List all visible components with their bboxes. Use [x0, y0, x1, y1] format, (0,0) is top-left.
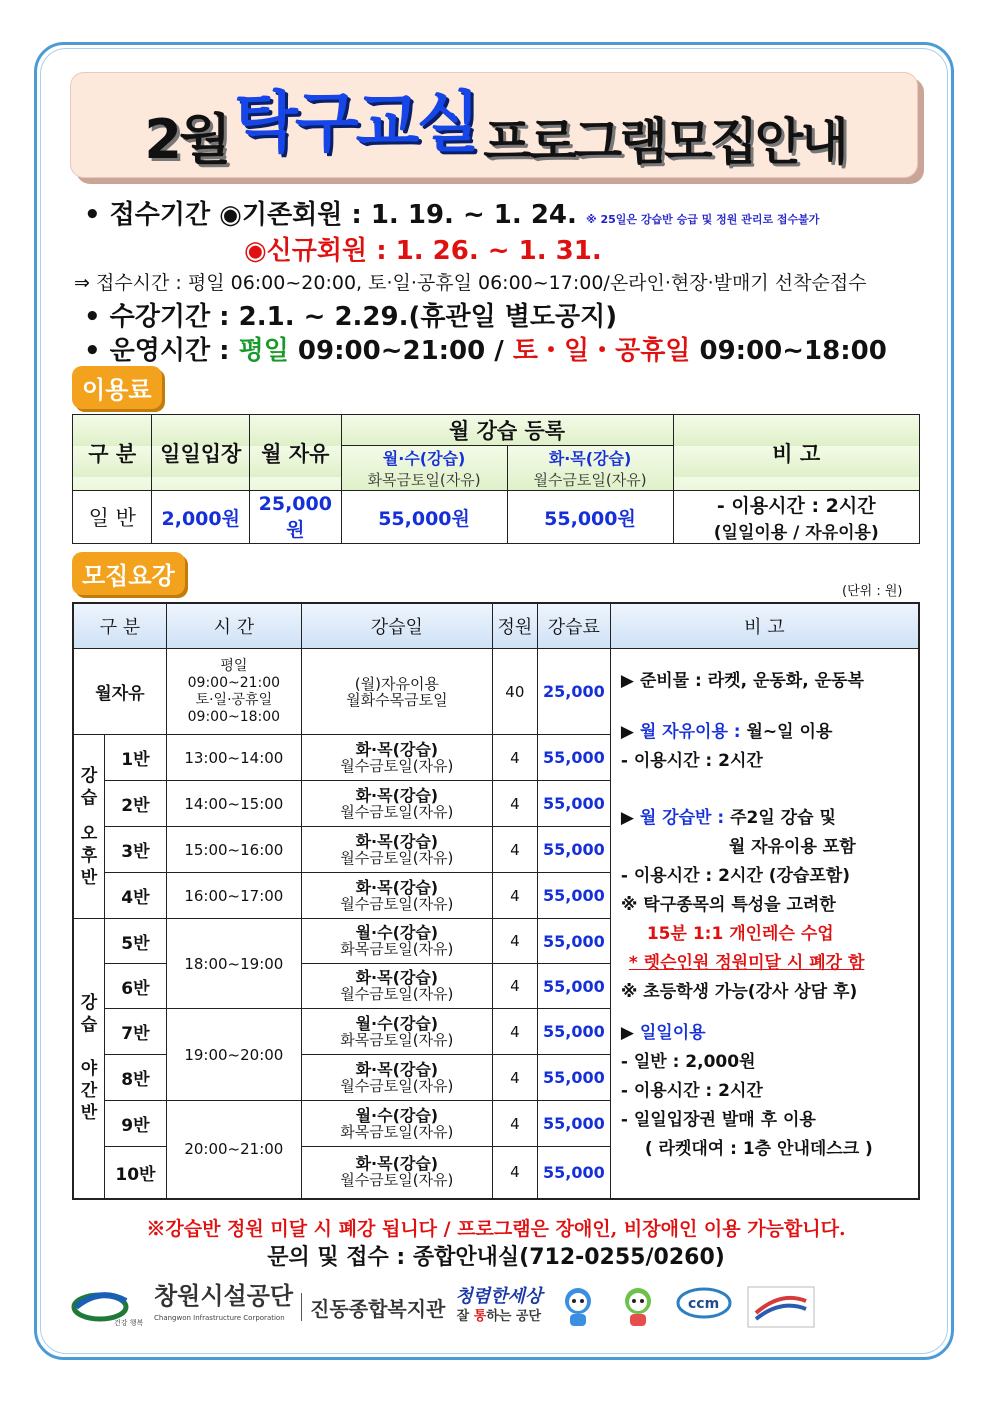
free-time-weekday-hours: 09:00~21:00	[187, 674, 281, 691]
class-3-days	[301, 827, 492, 873]
class-9-free-days: 화목금토일(자유)	[340, 1122, 454, 1141]
class-1-lesson-days: 화·목(강습)	[355, 739, 439, 759]
note-lesson-include: 월 자유이용 포함	[728, 837, 856, 857]
class-3: 3반	[105, 827, 167, 873]
title-month: 2월	[144, 108, 229, 171]
class-8-lesson-days: 화·목(강습)	[355, 1059, 439, 1079]
course-period: • 수강기간 : 2.1. ~ 2.29.(휴관일 별도공지)	[84, 302, 618, 332]
class-10-days	[301, 1147, 492, 1199]
class-7-8-time: 19:00~20:00	[166, 1009, 301, 1101]
fee-remark-time: - 이용시간 : 2시간	[716, 495, 876, 517]
mascot-green-icon	[614, 1283, 662, 1331]
fee-header-mon-wed-sub: 화목금토일(자유)	[367, 471, 481, 489]
unit-label: (단위 : 원)	[842, 584, 903, 599]
note-equipment: ▶ 준비물 : 라켓, 운동화, 운동복	[620, 671, 864, 691]
class-7-fee: 55,000	[537, 1009, 610, 1055]
mascot-blue-icon	[554, 1283, 602, 1331]
fee-row-monthly-free: 25,000원	[250, 491, 342, 544]
free-row-capacity: 40	[492, 649, 537, 735]
note-lesson-arrow: ▶	[620, 808, 640, 828]
slogan	[455, 1287, 542, 1327]
class-7-lesson-days: 월·수(강습)	[355, 1013, 439, 1033]
fee-header-monthly-lesson: 월 강습 등록	[341, 415, 673, 446]
class-5: 5반	[105, 919, 167, 964]
free-day-label: (월)자유이용	[354, 674, 439, 693]
evening-group-text: 강 습 야 간 반	[80, 993, 98, 1124]
class-8: 8반	[105, 1055, 167, 1101]
class-5-fee: 55,000	[537, 919, 610, 964]
footer-warning: ※강습반 정원 미달 시 폐강 됩니다 / 프로그램은 장애인, 비장애인 이용 가능합니다.	[146, 1218, 846, 1240]
class-7: 7반	[105, 1009, 167, 1055]
note-daily-label: 일일이용	[639, 1023, 706, 1043]
ccm-logo	[674, 1283, 734, 1331]
class-7-capacity: 4	[492, 1009, 537, 1055]
class-6-days	[301, 964, 492, 1009]
fee-row-daily: 2,000원	[152, 491, 250, 544]
class-1-free-days: 월수금토일(자유)	[340, 756, 454, 775]
registration-period	[84, 194, 819, 231]
class-2-free-days: 월수금토일(자유)	[340, 802, 454, 821]
note-children: ※ 초등학생 가능(강사 상담 후)	[620, 982, 858, 1002]
class-5-capacity: 4	[492, 919, 537, 964]
class-8-free-days: 월수금토일(자유)	[340, 1076, 454, 1095]
center-name: 진동종합복지관	[310, 1296, 446, 1321]
fee-row-category: 일 반	[73, 491, 152, 544]
class-4-days	[301, 873, 492, 919]
class-10-capacity: 4	[492, 1147, 537, 1199]
registration-note: ※ 25일은 강습반 승급 및 정원 관리로 접수불가	[585, 213, 820, 226]
class-10-free-days: 월수금토일(자유)	[340, 1171, 454, 1190]
class-1: 1반	[105, 735, 167, 781]
fee-row-remarks	[673, 491, 920, 544]
slogan-title: 청렴한세상	[455, 1286, 543, 1307]
evening-group-label	[73, 919, 105, 1199]
page-title	[80, 74, 910, 174]
class-10-lesson-days: 화·목(강습)	[355, 1154, 439, 1174]
course-header-days: 강습일	[301, 603, 492, 649]
note-free-use	[621, 718, 912, 747]
class-3-lesson-days: 화·목(강습)	[355, 831, 439, 851]
class-9-days	[301, 1101, 492, 1147]
ccm-text: ccm	[688, 1296, 720, 1312]
class-5-free-days: 화목금토일(자유)	[340, 940, 454, 958]
weekend-label: 토・일・공휴일	[512, 336, 691, 366]
fee-row-mon-wed: 55,000원	[341, 491, 507, 544]
class-2-days	[301, 781, 492, 827]
weekend-time: 09:00~18:00	[690, 336, 887, 366]
class-9-lesson-days: 월·수(강습)	[355, 1105, 439, 1125]
fee-header-tue-thu	[507, 446, 673, 491]
registration-time: ⇒ 접수시간 : 평일 06:00~20:00, 토·일·공휴일 06:00~17:00/온라인·현장·발매기 선착순접수	[74, 272, 867, 294]
free-time-weekday: 평일	[220, 657, 248, 674]
fee-header-remarks: 비 고	[673, 415, 920, 491]
fee-header-tue-thu-label: 화·목(강습)	[548, 449, 632, 468]
fee-table	[72, 414, 920, 544]
class-1-days	[301, 735, 492, 781]
class-8-fee: 55,000	[537, 1055, 610, 1101]
class-2: 2반	[105, 781, 167, 827]
class-3-free-days: 월수금토일(자유)	[340, 848, 454, 867]
note-racket-rental: ( 라켓대여 : 1층 안내데스크 )	[644, 1139, 873, 1159]
class-5-lesson-days: 월·수(강습)	[355, 923, 439, 942]
class-4: 4반	[105, 873, 167, 919]
free-row-fee: 25,000	[537, 649, 610, 735]
class-3-fee: 55,000	[537, 827, 610, 873]
certification-logo	[746, 1283, 816, 1331]
class-6-fee: 55,000	[537, 964, 610, 1009]
class-2-capacity: 4	[492, 781, 537, 827]
slogan-sub-pre: 잘	[456, 1309, 474, 1324]
free-row-days	[301, 649, 492, 735]
note-private-lesson: 15분 1:1 개인레슨 수업	[646, 924, 834, 944]
fee-header-daily: 일일입장	[152, 415, 250, 491]
class-7-days	[301, 1009, 492, 1055]
free-time-weekend-hours: 09:00~18:00	[187, 708, 281, 725]
course-header-category: 구 분	[73, 603, 166, 649]
note-lesson-label: 월 강습반 :	[639, 808, 725, 828]
fee-section-badge: 이용료	[72, 366, 162, 409]
weekday-label: 평일	[238, 336, 289, 366]
course-table	[72, 602, 920, 1200]
class-6-capacity: 4	[492, 964, 537, 1009]
class-1-time: 13:00~14:00	[166, 735, 301, 781]
free-day-list: 월화수목금토일	[346, 690, 448, 709]
class-9-fee: 55,000	[537, 1101, 610, 1147]
class-3-time: 15:00~16:00	[166, 827, 301, 873]
fee-header-mon-wed-label: 월·수(강습)	[382, 449, 466, 468]
registration-new: ◉신규회원 : 1. 26. ~ 1. 31.	[244, 236, 602, 266]
note-daily-time: - 이용시간 : 2시간	[620, 1081, 763, 1101]
class-2-lesson-days: 화·목(강습)	[355, 785, 439, 805]
fee-header-mon-wed	[341, 446, 507, 491]
class-5-6-time: 18:00~19:00	[166, 919, 301, 1009]
title-suffix: 프로그램모집안내	[483, 113, 846, 171]
class-7-free-days: 화목금토일(자유)	[340, 1030, 454, 1049]
org-name-en: Changwon Infrastructure Corporation	[154, 1314, 285, 1322]
course-header-fee: 강습료	[537, 603, 610, 649]
note-lesson	[621, 804, 912, 833]
changwon-city-logo	[70, 1285, 144, 1329]
fee-header-monthly-free: 월 자유	[250, 415, 342, 491]
note-daily	[621, 1019, 912, 1048]
note-free-label: 월 자유이용 :	[639, 722, 741, 742]
note-lesson-text: 주2일 강습 및	[724, 808, 836, 828]
class-4-fee: 55,000	[537, 873, 610, 919]
weekday-time: 09:00~21:00 /	[288, 336, 513, 366]
class-2-fee: 55,000	[537, 781, 610, 827]
free-row-time	[166, 649, 301, 735]
footer-contact: 문의 및 접수 : 종합안내실(712-0255/0260)	[267, 1245, 725, 1270]
class-4-time: 16:00~17:00	[166, 873, 301, 919]
fee-header-tue-thu-sub: 월수금토일(자유)	[533, 471, 647, 489]
free-row-label: 월자유	[73, 649, 166, 735]
class-8-capacity: 4	[492, 1055, 537, 1101]
fee-row-tue-thu: 55,000원	[507, 491, 673, 544]
afternoon-group-label	[73, 735, 105, 919]
city-logo-text: 건강 행복	[114, 1319, 144, 1327]
class-5-days	[301, 919, 492, 964]
class-3-capacity: 4	[492, 827, 537, 873]
slogan-sub	[455, 1307, 542, 1327]
org-name	[154, 1282, 294, 1329]
class-6-free-days: 월수금토일(자유)	[340, 985, 454, 1003]
logo-bar	[70, 1282, 936, 1332]
note-lesson-time: - 이용시간 : 2시간 (강습포함)	[620, 866, 850, 886]
course-section-badge: 모집요강	[72, 552, 185, 595]
class-6: 6반	[105, 964, 167, 1009]
class-10: 10반	[105, 1147, 167, 1199]
course-header-remarks: 비 고	[610, 603, 919, 649]
note-daily-arrow: ▶	[620, 1023, 640, 1043]
note-free-time: - 이용시간 : 2시간	[620, 751, 763, 771]
slogan-sub-post: 하는 공단	[486, 1309, 542, 1324]
class-6-lesson-days: 화·목(강습)	[355, 968, 439, 987]
note-free-text: 월~일 이용	[740, 722, 833, 742]
class-8-days	[301, 1055, 492, 1101]
note-table-tennis: ※ 탁구종목의 특성을 고려한	[620, 895, 836, 915]
class-4-lesson-days: 화·목(강습)	[355, 877, 439, 897]
free-time-weekend: 토·일·공휴일	[195, 691, 273, 708]
course-header-time: 시 간	[166, 603, 301, 649]
title-program-name: 탁구교실	[234, 84, 478, 161]
registration-existing: • 접수기간 ◉기존회원 : 1. 19. ~ 1. 24.	[84, 200, 577, 230]
slogan-sub-highlight: 통	[473, 1309, 487, 1324]
note-daily-ticket: - 일일입장권 발매 후 이용	[620, 1110, 816, 1130]
class-4-free-days: 월수금토일(자유)	[340, 894, 454, 913]
afternoon-group-text: 강 습 오 후 반	[80, 765, 98, 888]
fee-remark-type: (일일이용 / 자유이용)	[713, 523, 879, 543]
fee-header-category: 구 분	[73, 415, 152, 491]
class-9-capacity: 4	[492, 1101, 537, 1147]
note-cancel: * 렛슨인원 정원미달 시 폐강 함	[628, 953, 865, 973]
note-free-arrow: ▶	[620, 722, 640, 742]
class-2-time: 14:00~15:00	[166, 781, 301, 827]
class-9-10-time: 20:00~21:00	[166, 1101, 301, 1199]
note-daily-price: - 일반 : 2,000원	[620, 1052, 756, 1072]
class-9: 9반	[105, 1101, 167, 1147]
operating-hours	[84, 330, 887, 367]
class-10-fee: 55,000	[537, 1147, 610, 1199]
operating-hours-label: • 운영시간 :	[84, 336, 239, 366]
class-1-capacity: 4	[492, 735, 537, 781]
logo-divider	[301, 1293, 302, 1321]
course-header-capacity: 정원	[492, 603, 537, 649]
class-1-fee: 55,000	[537, 735, 610, 781]
org-name-ko: 창원시설공단	[154, 1282, 294, 1310]
course-remarks	[610, 649, 919, 1199]
class-4-capacity: 4	[492, 873, 537, 919]
